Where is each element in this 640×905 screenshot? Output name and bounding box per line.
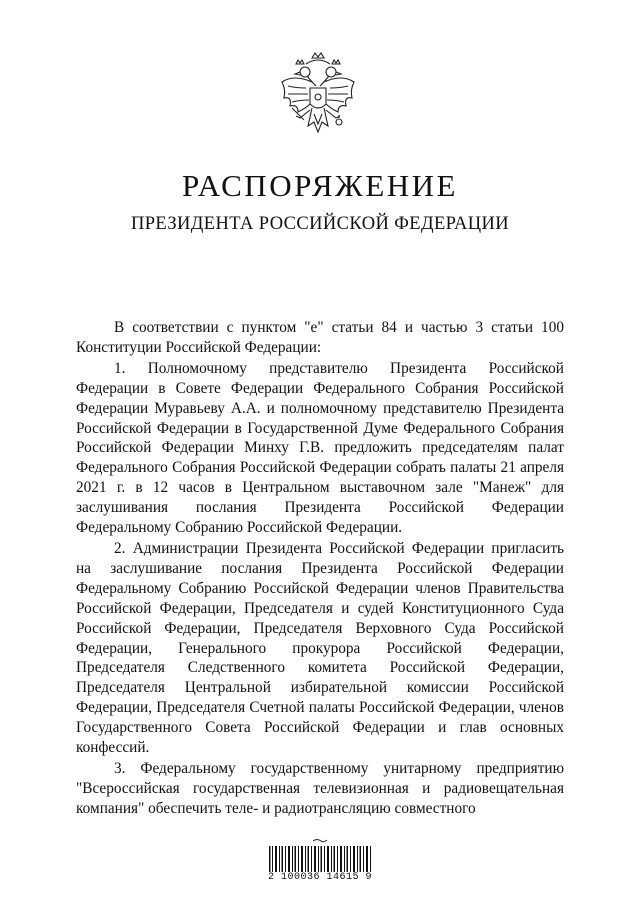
clause-1-paragraph: 1. Полномочному представителю Президента Российской Федерации в Совете Федерации Федерального Собрания Российской Федерации Муравьеву А.А. и полномочному представителю Президента Российской Федерации в Государственной Думе Федерального Собрания Российской Федерации Минху Г.В. предложить председателям палат Федерального Собрания Российской Федерации собрать палаты 21 апреля 2021 г. в 12 часов в Центральном выставочном зале "Манеж" для заслушивания послания Президента Российской Федерации Федеральному Собранию Российской Федерации. — [76, 359, 564, 537]
coat-of-arms-icon — [276, 52, 360, 144]
document-subtitle: ПРЕЗИДЕНТА РОССИЙСКОЙ ФЕДЕРАЦИИ — [130, 214, 510, 234]
clause-2-paragraph: 2. Администрации Президента Российской Федерации пригласить на заслушивание послания Президента Российской Федерации Федеральному Собранию Российской Федерации членов Правительства Российской Федерации, Председателя и судей Конституционного Суда Российской Федерации, Председателя Верховного Суда Российской Федерации, Генерального прокурора Российской Федерации, Председателя Следственного комитета Российской Федерации, Председателя Центральной избирательной комиссии Российской Федерации, Председателя Счетной палаты Российской Федерации, членов Государственного Совета Российской Федерации и глав основных конфессий. — [76, 539, 564, 757]
clause-3-paragraph: 3. Федеральному государственному унитарному предприятию "Всероссийская государственная телевизионная и радиовещательная компания" обеспечить теле- и радиотрансляцию совместного — [76, 759, 564, 817]
document-body — [76, 318, 564, 819]
preamble-paragraph: В соответствии с пунктом "е" статьи 84 и частью 3 статьи 100 Конституции Российской Федерации: — [76, 319, 564, 356]
barcode-number: 2 100036 14615 9 — [267, 872, 372, 883]
document-title: РАСПОРЯЖЕНИЕ — [182, 168, 458, 203]
